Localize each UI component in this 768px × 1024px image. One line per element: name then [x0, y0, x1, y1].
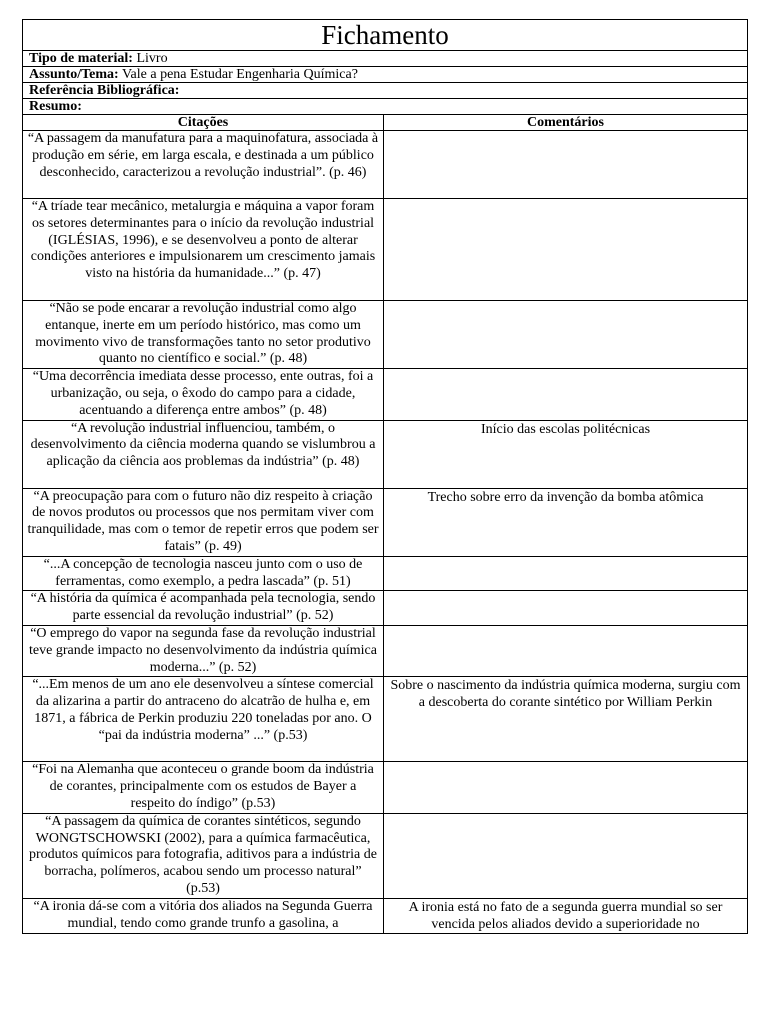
fichamento-table — [22, 19, 748, 934]
table-row — [23, 677, 748, 762]
resumo-field — [23, 99, 748, 115]
table-row — [23, 813, 748, 898]
tipo-row — [23, 51, 748, 67]
table-row — [23, 420, 748, 488]
resumo-row — [23, 99, 748, 115]
comentario-cell — [384, 301, 748, 369]
comentarios-header: Comentários — [384, 115, 748, 131]
column-header-row — [23, 115, 748, 131]
table-row — [23, 488, 748, 556]
comentario-cell — [384, 369, 748, 420]
citacao-cell: “A preocupação para com o futuro não diz respeito à criação de novos produtos ou processos que nos permitam viver com tranquilidade, mas com o temor de repetir erros que podem ser fatais” (p. 49) — [23, 488, 384, 556]
table-row — [23, 131, 748, 199]
comentario-cell — [384, 625, 748, 676]
citacao-cell: “A passagem da química de corantes sintéticos, segundo WONGTSCHOWSKI (2002), para a química farmacêutica, produtos químicos para fotografia, aditivos para a indústria de borracha, polímeros, acabou sendo um processo natural” (p.53) — [23, 813, 384, 898]
table-row — [23, 762, 748, 813]
referencia-bibliografica-field — [23, 83, 748, 99]
comentario-cell — [384, 131, 748, 199]
citacao-cell: “A ironia dá-se com a vitória dos aliados na Segunda Guerra mundial, tendo como grande trunfo a gasolina, a — [23, 898, 384, 934]
comentario-cell — [384, 199, 748, 301]
tipo-material-value: Livro — [132, 51, 168, 66]
table-row — [23, 199, 748, 301]
comentario-cell: Sobre o nascimento da indústria química moderna, surgiu com a descoberta do corante sintético por William Perkin — [384, 677, 748, 762]
citacao-cell: “A revolução industrial influenciou, também, o desenvolvimento da ciência moderna quando se vislumbrou a aplicação da ciência aos problemas da indústria” (p. 48) — [23, 420, 384, 488]
comentario-cell — [384, 762, 748, 813]
comentario-cell: Trecho sobre erro da invenção da bomba atômica — [384, 488, 748, 556]
citacao-cell: “A passagem da manufatura para a maquinofatura, associada à produção em série, em larga escala, e destinada a um público desconhecido, caracterizou a revolução industrial”. (p. 46) — [23, 131, 384, 199]
citacao-cell: “Não se pode encarar a revolução industrial como algo entanque, inerte em um período histórico, mas como um movimento vivo de transformações tanto no setor produtivo quanto no científico e social.” (p. 48) — [23, 301, 384, 369]
comentario-cell — [384, 556, 748, 591]
table-row — [23, 369, 748, 420]
referencia-bibliografica-label: Referência Bibliográfica: — [29, 83, 180, 98]
table-row — [23, 898, 748, 934]
comentario-cell: A ironia está no fato de a segunda guerra mundial so ser vencida pelos aliados devido a superioridade no — [384, 898, 748, 934]
tipo-material-field — [23, 51, 748, 67]
table-row — [23, 556, 748, 591]
citacao-cell: “A história da química é acompanhada pela tecnologia, sendo parte essencial da revolução industrial” (p. 52) — [23, 591, 384, 626]
table-row — [23, 625, 748, 676]
comentario-cell — [384, 813, 748, 898]
citacao-cell: “Uma decorrência imediata desse processo, ente outras, foi a urbanização, ou seja, o êxodo do campo para a cidade, acentuando a diferença entre ambos” (p. 48) — [23, 369, 384, 420]
referencia-row — [23, 83, 748, 99]
resumo-label: Resumo: — [29, 99, 82, 114]
citacao-cell: “...Em menos de um ano ele desenvolveu a síntese comercial da alizarina a partir do antraceno do alcatrão de hulha e, em 1871, a fábrica de Perkin produziu 220 toneladas por ano. O “pai da indústria moderna” ...” (p.53) — [23, 677, 384, 762]
citacao-cell: “A tríade tear mecânico, metalurgia e máquina a vapor foram os setores determinantes para o início da revolução industrial (IGLÉSIAS, 1996), e se desenvolveu a ponto de alterar condições anteriores e impulsionarem um crescimento jamais visto na história da humanidade...” (p. 47) — [23, 199, 384, 301]
fichamento-sheet — [22, 19, 747, 934]
title-row — [23, 20, 748, 51]
comentario-cell: Início das escolas politécnicas — [384, 420, 748, 488]
citacao-cell: “Foi na Alemanha que aconteceu o grande boom da indústria de corantes, principalmente com os estudos de Bayer a respeito do índigo” (p.53) — [23, 762, 384, 813]
assunto-row — [23, 67, 748, 83]
tipo-material-label: Tipo de material: — [29, 51, 133, 66]
assunto-tema-field — [23, 67, 748, 83]
assunto-tema-label: Assunto/Tema: — [29, 67, 119, 82]
assunto-tema-value: Vale a pena Estudar Engenharia Química? — [118, 67, 358, 82]
table-row — [23, 301, 748, 369]
citacao-cell: “O emprego do vapor na segunda fase da revolução industrial teve grande impacto no desenvolvimento da indústria química moderna...” (p. 52) — [23, 625, 384, 676]
comentario-cell — [384, 591, 748, 626]
page-title: Fichamento — [23, 20, 748, 51]
table-row — [23, 591, 748, 626]
citacoes-header: Citações — [23, 115, 384, 131]
citacao-cell: “...A concepção de tecnologia nasceu junto com o uso de ferramentas, como exemplo, a pedra lascada” (p. 51) — [23, 556, 384, 591]
